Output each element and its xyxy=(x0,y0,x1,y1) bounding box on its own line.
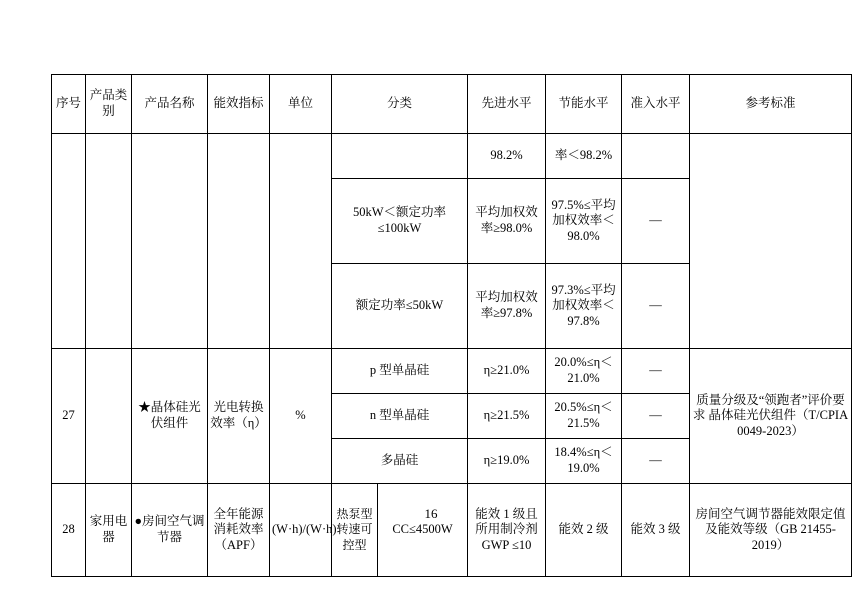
table-row-item-27 xyxy=(52,349,852,394)
header-classification: 分类 xyxy=(332,75,468,134)
cell-reference xyxy=(690,134,852,349)
cell-name-27: ★晶体硅光伏组件 xyxy=(132,349,208,484)
cell-advanced-28: 能效 1 级且所用制冷剂 GWP ≤10 xyxy=(468,484,546,577)
cell-entry: — xyxy=(622,349,690,394)
header-saving-level: 节能水平 xyxy=(546,75,622,134)
cell-entry xyxy=(622,134,690,179)
cell-advanced: η≥21.5% xyxy=(468,394,546,439)
cell-classification: 50kW＜额定功率≤100kW xyxy=(332,179,468,264)
cell-category-continued xyxy=(86,134,132,349)
cell-unit-continued xyxy=(270,134,332,349)
cell-saving: 97.5%≤平均加权效率＜98.0% xyxy=(546,179,622,264)
cell-saving: 97.3%≤平均加权效率＜97.8% xyxy=(546,264,622,349)
cell-saving-28: 能效 2 级 xyxy=(546,484,622,577)
page-number: 16 xyxy=(424,506,438,521)
cell-entry-28: 能效 3 级 xyxy=(622,484,690,577)
cell-index-27: 光电转换效率（η） xyxy=(208,349,270,484)
cell-name-28: ●房间空气调节器 xyxy=(132,484,208,577)
cell-advanced: 98.2% xyxy=(468,134,546,179)
cell-entry: — xyxy=(622,264,690,349)
cell-classification: 额定功率≤50kW xyxy=(332,264,468,349)
cell-classification-left-28 xyxy=(332,484,378,577)
cell-entry: — xyxy=(622,439,690,484)
cell-category-27 xyxy=(86,349,132,484)
header-unit: 单位 xyxy=(270,75,332,134)
header-seq: 序号 xyxy=(52,75,86,134)
cell-category-28: 家用电器 xyxy=(86,484,132,577)
cell-classification: n 型单晶硅 xyxy=(332,394,468,439)
cell-saving: 18.4%≤η＜19.0% xyxy=(546,439,622,484)
cell-unit-27: % xyxy=(270,349,332,484)
cell-entry: — xyxy=(622,179,690,264)
cell-entry: — xyxy=(622,394,690,439)
cell-seq-27: 27 xyxy=(52,349,86,484)
table-row-item-28 xyxy=(52,484,852,577)
cell-index-continued xyxy=(208,134,270,349)
header-product-name: 产品名称 xyxy=(132,75,208,134)
cell-saving: 20.5%≤η＜21.5% xyxy=(546,394,622,439)
cell-name-continued xyxy=(132,134,208,349)
header-advanced-level: 先进水平 xyxy=(468,75,546,134)
header-reference-standard: 参考标准 xyxy=(690,75,852,134)
header-entry-level: 准入水平 xyxy=(622,75,690,134)
cell-classification-right-28: CC≤4500W xyxy=(378,484,468,577)
cell-index-28: 全年能源消耗效率（APF） xyxy=(208,484,270,577)
cell-classification: 多晶硅 xyxy=(332,439,468,484)
cell-advanced: η≥21.0% xyxy=(468,349,546,394)
header-category: 产品类别 xyxy=(86,75,132,134)
cell-reference-27: 质量分级及“领跑者”评价要求 晶体硅光伏组件（T/CPIA 0049-2023） xyxy=(690,349,852,484)
cell-advanced: 平均加权效率≥97.8% xyxy=(468,264,546,349)
cell-unit-28: (W·h)/(W·h) xyxy=(270,484,332,577)
cell-seq-28: 28 xyxy=(52,484,86,577)
classification-left-text: 热泵型转速可控型 xyxy=(336,506,373,552)
cell-classification xyxy=(332,134,468,179)
cell-seq-continued xyxy=(52,134,86,349)
cell-classification: p 型单晶硅 xyxy=(332,349,468,394)
cell-advanced: 平均加权效率≥98.0% xyxy=(468,179,546,264)
header-index: 能效指标 xyxy=(208,75,270,134)
cell-reference-28: 房间空气调节器能效限定值及能效等级（GB 21455-2019） xyxy=(690,484,852,577)
table-row xyxy=(52,134,852,179)
cell-saving: 率＜98.2% xyxy=(546,134,622,179)
table-header-row xyxy=(52,75,852,134)
cell-advanced: η≥19.0% xyxy=(468,439,546,484)
energy-efficiency-table xyxy=(51,74,852,577)
cell-saving: 20.0%≤η＜21.0% xyxy=(546,349,622,394)
